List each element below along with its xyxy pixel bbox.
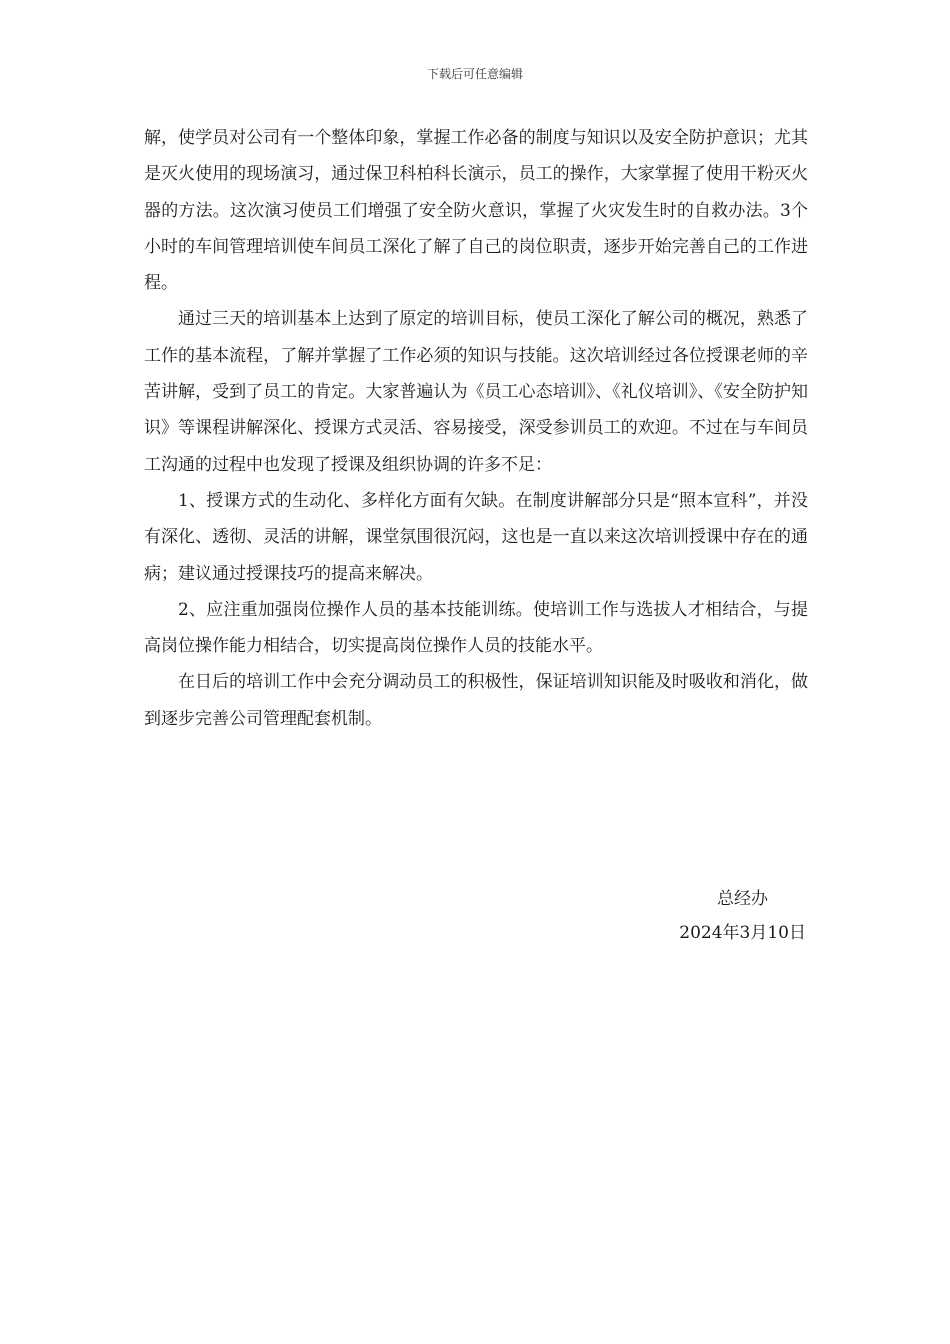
paragraph-issue-2: 2、应注重加强岗位操作人员的基本技能训练。使培训工作与选拔人才相结合，与提高岗位操作能力相结合，切实提高岗位操作人员的技能水平。 (144, 599, 808, 657)
paragraph-training-summary: 通过三天的培训基本上达到了原定的培训目标，使员工深化了解公司的概况，熟悉了工作的基本流程，了解并掌握了工作必须的知识与技能。这次培训经过各位授课老师的辛苦讲解，受到了员工的肯定。大家普遍认为《员工心态培训》、《礼仪培训》、《安全防护知识》等课程讲解深化、授课方式灵活、容易接受，深受参训员工的欢迎。不过在与车间员工沟通的过程中也发现了授课及组织协调的许多不足： (144, 309, 808, 475)
document-body (144, 120, 808, 737)
paragraph-closing: 在日后的培训工作中会充分调动员工的积极性，保证培训知识能及时吸收和消化，做到逐步完善公司管理配套机制。 (144, 672, 808, 729)
paragraph-continuation: 解，使学员对公司有一个整体印象，掌握工作必备的制度与知识以及安全防护意识；尤其是灭火使用的现场演习，通过保卫科柏科长演示，员工的操作，大家掌握了使用干粉灭火器的方法。这次演习使员工们增强了安全防火意识，掌握了火灾发生时的自救办法。3个小时的车间管理培训使车间员工深化了解了自己的岗位职责，逐步开始完善自己的工作进程。 (144, 128, 808, 294)
signature-date: 2024年3月10日 (679, 923, 806, 943)
signature-department: 总经办 (717, 889, 768, 909)
page-header-note: 下载后可任意编辑 (426, 67, 523, 81)
signature-block (679, 882, 806, 950)
paragraph-issue-1: 1、授课方式的生动化、多样化方面有欠缺。在制度讲解部分只是“照本宣科”，并没有深化、透彻、灵活的讲解，课堂氛围很沉闷，这也是一直以来这次培训授课中存在的通病；建议通过授课技巧的提高来解决。 (144, 490, 808, 584)
